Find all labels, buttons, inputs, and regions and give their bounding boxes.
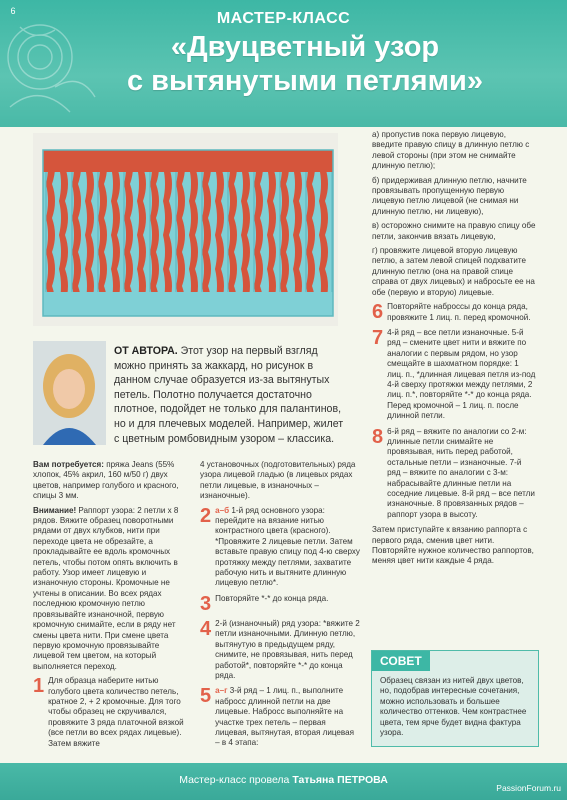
- step-1: [33, 676, 188, 749]
- step-3-text: Повторяйте *-* до конца ряда.: [215, 593, 329, 603]
- right-column: [372, 130, 537, 571]
- step-5-label: а–г: [215, 686, 228, 696]
- section-kicker: МАСТЕР-КЛАСС: [216, 10, 351, 27]
- attention-paragraph: [33, 506, 188, 673]
- substep-v: в) осторожно снимите на правую спицу обе петли, закончив вязать лицевую,: [372, 221, 536, 241]
- title-line-1: «Двуцветный узор: [170, 31, 440, 63]
- step-2: [200, 506, 360, 589]
- step-1-number: 1: [33, 675, 45, 698]
- step-8-number: 8: [372, 425, 384, 448]
- step-5-number: 5: [200, 685, 212, 708]
- author-text: Этот узор на первый взгляд можно принять за жаккард, но рисунок в данном случае образуется из-за вытянутых петель. Полотно получается достаточно плотное, подойдет не только для палантинов, но и для плечевых моделей. Например, жилет с цветным ромбовидным узором – классика.: [114, 345, 344, 445]
- author-photo: [33, 341, 106, 445]
- step-7-text: 4-й ряд – все петли изнаночные. 5-й ряд – смените цвет нити и вяжите по аналогии с первым рядом, но узор смещайте в шахматном порядке: 1 лиц. п., *длинная лицевая петля из-под 4-й сверху протяжки между петлями, 2 лиц. п.*, повторяйте *-* до конца ряда. Перед кромочной – 1 лиц. п. после длинной петли.: [387, 327, 536, 421]
- step-6-text: Повторяйте наброссы до конца ряда, провяжите 1 лиц. п. перед кромочной.: [387, 302, 531, 322]
- step-4-text: 2-й (изнаночный) ряд узора: *вяжите 2 петли изнаночными. Длинную петлю, вытянутую в предыдущем ряду, снимите, не провязывая, нить перед работой*, повторяйте *-* до конца ряда.: [215, 618, 360, 680]
- author-portrait-image: [33, 341, 106, 445]
- tip-text: Образец связан из нитей двух цветов, но, подобрав интересные сочетания, можно использовать и большее количество оттенков. Чем контрастнее цвета, тем ярче будет видна фактура узора.: [380, 676, 527, 738]
- footer-band: [0, 763, 567, 800]
- attention-text: Раппорт узора: 2 петли х 8 рядов. Вяжите образец поворотными рядами от двух клубков, нити при переходе цвета не обрезайте, а прокладывайте ее вдоль кромочных петель, чтобы потом опять включить в работу. Узор имеет лицевую и изнаночную стороны. Кромочные не учтены в описании. Во всех рядах последнюю кромочную петлю провязывайте изнаночной, первую кромочную снимайте, если в ряду нет смены цвета нити. При смене цвета первую кромочную провязывайте лицевой тем цветом, на который выполняется переход.: [33, 505, 179, 671]
- step-7: [372, 328, 537, 422]
- step-6-number: 6: [372, 301, 384, 324]
- mid-intro: 4 установочных (подготовительных) ряда узора лицевой гладью (в лицевых рядах петли лицевые, в изнаночных – изнаночные).: [200, 460, 356, 501]
- attention-lead: Внимание!: [33, 505, 77, 515]
- title-line-2: с вытянутыми петлями»: [126, 65, 484, 97]
- tip-title: СОВЕТ: [372, 651, 430, 671]
- page-title: [60, 30, 550, 98]
- step-4: [200, 619, 360, 681]
- step-2-number: 2: [200, 504, 212, 527]
- knitting-sample-photo: [33, 133, 338, 326]
- author-lead: ОТ АВТОРА.: [114, 345, 178, 357]
- substep-b: б) придерживая длинную петлю, начните провязывать пропущенную первую лицевую петлю лицевой (не снимая ни длинную петлю, ни лицевую),: [372, 175, 527, 216]
- materials-paragraph: [33, 460, 188, 502]
- header-band: [0, 0, 567, 127]
- middle-column: [200, 460, 360, 754]
- step-3-number: 3: [200, 592, 212, 615]
- step-3: [200, 594, 360, 614]
- footer-credit: [0, 774, 567, 786]
- substep-a: а) пропустив пока первую лицевую, введите правую спицу в длинную петлю с левой стороны (при этом не снимайте длинную петлю);: [372, 130, 530, 171]
- author-intro: [114, 344, 350, 446]
- step-5-text: 3-й ряд – 1 лиц. п., выполните набросс длинной петли на две лицевые. Набросс выполняйте на участке трех петель – первая лицевая, вытянутая, вторая лицевая – в 4 этапа:: [215, 686, 354, 748]
- tip-box: [371, 650, 539, 747]
- step-2-text: 1-й ряд основного узора: перейдите на вязание нитью контрастного цвета (красного). *Провяжите 2 лицевые петли. Затем вставьте правую спицу под 4-ю сверху протяжку между петлями, захватите рабочую нить и вытяните длинную лицевую петлю*.: [215, 505, 360, 588]
- site-watermark: PassionForum.ru: [496, 783, 561, 793]
- page-number: 6: [10, 6, 16, 16]
- materials-lead: Вам потребуется:: [33, 460, 104, 469]
- step-4-number: 4: [200, 617, 212, 640]
- knitted-swatch-image: [33, 133, 338, 326]
- step-6: [372, 302, 537, 323]
- step-2-label: а–б: [215, 505, 230, 515]
- step-1-text: Для образца наберите нитью голубого цвета количество петель, кратное 2, + 2 кромочные. Для того чтобы образец не скручивался, провяжите 3 ряда платочной вязкой (все петли во всех рядах лицевые). Затем вяжите: [48, 676, 184, 748]
- left-column: [33, 460, 188, 754]
- materials-text: пряжа Jeans (55% хлопок, 45% акрил, 160 м/50 г) двух цветов, например голубого и красного, спицы 3 мм.: [33, 460, 179, 501]
- substep-g: г) провяжите лицевой вторую лицевую петлю, а затем левой спицей подхватите длинную петлю (она на правой спице справа от двух лицевых) и набросьте ее на обе (первую и вторую) лицевые.: [372, 246, 535, 297]
- step-8: [372, 427, 537, 521]
- step-7-number: 7: [372, 326, 384, 349]
- outro-paragraph: Затем приступайте к вязанию раппорта с первого ряда, сменив цвет нити. Повторяйте нужное количество раппортов, меняя цвет нити каждые 4 ряда.: [372, 525, 534, 566]
- step-5: [200, 686, 360, 748]
- step-8-text: 6-й ряд – вяжите по аналогии со 2-м: длинные петли снимайте не провязывая, нить перед работой, остальные петли – изнаночные. 7-й ряд – вяжите по аналогии с 3-м: набрасывайте длинные петли на соседние лицевые. 8-й ряд – все петли изнаночные. 8 провязанных рядов – раппорт узора в высоту.: [387, 426, 535, 519]
- footer-author-name: Татьяна ПЕТРОВА: [292, 774, 388, 786]
- footer-prefix: Мастер-класс провела: [179, 774, 293, 786]
